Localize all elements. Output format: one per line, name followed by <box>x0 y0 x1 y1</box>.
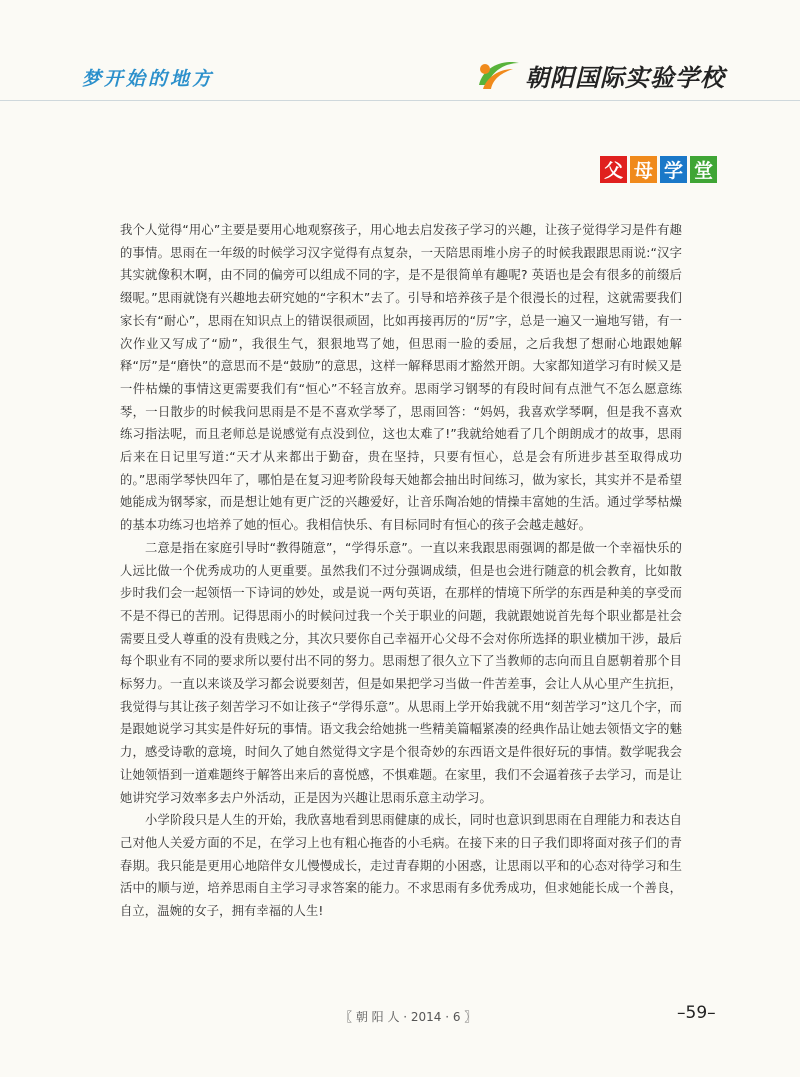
article-paragraph-2: 二意是指在家庭引导时“教得随意”，“学得乐意”。一直以来我跟思雨强调的都是做一个幸福快乐的人远比做一个优秀成功的人更重要。虽然我们不过分强调成绩，但是也会进行随意的机会教育，比如散步时我们会一起领悟一下诗词的妙处，或是说一两句英语，在那样的情境下所学的东西是种美的享受而不是不得已的苦刑。记得思雨小的时候问过我一个关于职业的问题，我就跟她说首先每个职业都是社会需要且受人尊重的没有贵贱之分，其次只要你自己幸福开心父母不会对你所选择的职业横加干涉，最后每个职业有不同的要求所以要付出不同的努力。思雨想了很久立下了当教师的志向而且自愿朝着那个目标努力。一直以来谈及学习都会说要刻苦，但是如果把学习当做一件苦差事，会让人从心里产生抗拒，我觉得与其让孩子刻苦学习不如让孩子“学得乐意”。从思雨上学开始我就不用“刻苦学习”这几个字，而是跟她说学习其实是件好玩的事情。语文我会给她挑一些精美篇幅紧凑的经典作品让她去领悟文字的魅力，感受诗歌的意境，时间久了她自然觉得文字是个很奇妙的东西语文是件很好玩的事情。数学呢我会让她领悟到一道难题终于解答出来后的喜悦感，不惧难题。在家里，我们不会逼着孩子去学习，而是让她讲究学习效率多去户外活动，正是因为兴趣让思雨乐意主动学习。 <box>120 540 682 805</box>
article-paragraph-1: 我个人觉得“用心”主要是要用心地观察孩子，用心地去启发孩子学习的兴趣，让孩子觉得学习是件有趣的事情。思雨在一年级的时候学习汉字觉得有点复杂，一天陪思雨堆小房子的时候我跟跟思雨说:“汉字其实就像积木啊，由不同的偏旁可以组成不同的字，是不是很简单有趣呢? 英语也是会有很多的前缀后缀呢。”思雨就饶有兴趣地去研究她的“字积木”去了。引导和培养孩子是个很漫长的过程，这就需要我们家长有“耐心”，思雨在知识点上的错误很顽固，比如再接再厉的“厉”字，总是一遍又一遍地写错，有一次作业又写成了“励”，我很生气，狠狠地骂了她，但思雨一脸的委屈，之后我想了想耐心地跟她解释“厉”是“磨快”的意思而不是“鼓励”的意思，这样一解释思雨才豁然开朗。大家都知道学习有时候又是一件枯燥的事情这更需要我们有“恒心”不轻言放弃。思雨学习钢琴的有段时间有点泄气不怎么愿意练琴，一日散步的时候我问思雨是不是不喜欢学琴了，思雨回答：“妈妈，我喜欢学琴啊，但是我不喜欢练习指法呢，而且老师总是说感觉有点没到位，这也太难了!”我就给她看了几个朗朗成才的故事，思雨后来在日记里写道:“天才从来都出于勤奋，贵在坚持，只要有恒心，总是会有所进步甚至取得成功的。”思雨学琴快四年了，哪怕是在复习迎考阶段每天她都会抽出时间练习，做为家长，其实并不是希望她能成为钢琴家，而是想让她有更广泛的兴趣爱好，让音乐陶冶她的情操丰富她的生活。通过学琴枯燥的基本功练习也培养了她的恒心。我相信快乐、有目标同时有恒心的孩子会越走越好。 <box>120 223 682 533</box>
header-motto: 梦开始的地方 <box>82 68 215 90</box>
article-body <box>120 219 682 923</box>
swoosh-logo-icon <box>473 55 521 95</box>
article-paragraph-3: 小学阶段只是人生的开始，我欣喜地看到思雨健康的成长，同时也意识到思雨在自理能力和表达自己对他人关爱方面的不足，在学习上也有粗心拖沓的小毛病。在接下来的日子我们即将面对孩子们的青春期。我只能是更用心地陪伴女儿慢慢成长，走过青春期的小困惑，让思雨以平和的心态对待学习和生活中的顺与逆，培养思雨自主学习寻求答案的能力。不求思雨有多优秀成功，但求她能长成一个善良，自立，温婉的女子，拥有幸福的人生! <box>120 813 682 919</box>
section-char-3: 学 <box>660 156 687 183</box>
section-char-2: 母 <box>630 156 657 183</box>
page-header <box>0 0 800 101</box>
section-char-1: 父 <box>600 156 627 183</box>
page-number: –59– <box>677 1003 716 1023</box>
magazine-footer: 〖 朝 阳 人 · 2014 · 6 〗 <box>340 1010 477 1024</box>
section-title <box>600 156 717 183</box>
school-logo <box>473 55 753 95</box>
section-char-4: 堂 <box>690 156 717 183</box>
school-name: 朝阳国际实验学校 <box>525 63 725 92</box>
